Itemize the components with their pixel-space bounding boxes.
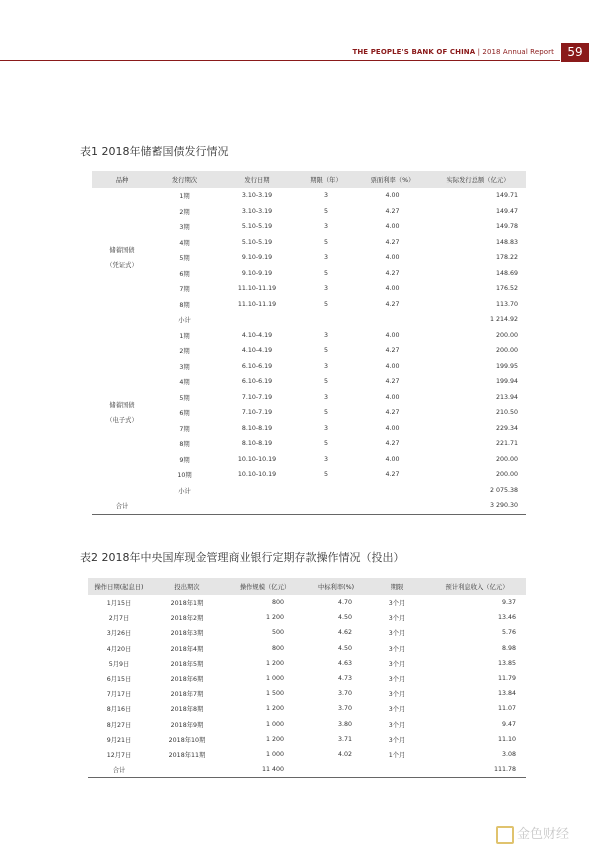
- table-cell: 3.10-3.19: [241, 207, 273, 215]
- table-cell: 4.27: [385, 238, 400, 246]
- table-cell: 3期: [179, 224, 190, 232]
- table-cell: 4.27: [385, 440, 400, 448]
- table-cell: 200.00: [495, 455, 518, 463]
- table-cell: 3个月: [388, 721, 406, 729]
- table-cell: 3个月: [388, 676, 406, 684]
- table-cell: 7.10-7.19: [241, 393, 273, 401]
- table-row: [88, 656, 526, 671]
- table-row: [88, 747, 526, 762]
- table-row: [88, 641, 526, 656]
- table-cell: 2018年5期: [170, 660, 204, 668]
- table1: [92, 171, 526, 515]
- table-cell: 9.47: [501, 720, 516, 728]
- table-cell: 3个月: [388, 691, 406, 699]
- table-cell: 3: [323, 362, 328, 370]
- table-cell: 2018年7期: [170, 691, 204, 699]
- table1-col-header: 期限（年）: [297, 171, 355, 188]
- empty-cell: [355, 483, 430, 499]
- table-cell: 2018年2期: [170, 615, 204, 623]
- table1-col-header: 票面利率（%）: [355, 171, 430, 188]
- table-cell: 3.10-3.19: [241, 192, 273, 200]
- table-row: [92, 343, 526, 359]
- table-cell: 1月15日: [106, 600, 132, 608]
- table-cell: 4.00: [385, 223, 400, 231]
- table-cell: 6月15日: [106, 676, 132, 684]
- table-cell: 2018年1期: [170, 600, 204, 608]
- table-cell: 5.10-5.19: [241, 223, 273, 231]
- table1-body: [92, 188, 526, 514]
- table1-col-header: 品种: [92, 171, 152, 188]
- table-cell: 5: [323, 378, 328, 386]
- table1-title: 表1 2018年储蓄国债发行情况: [80, 145, 229, 158]
- table-cell: 10期: [177, 472, 192, 480]
- table-cell: 7月17日: [106, 691, 132, 699]
- table-row: [92, 374, 526, 390]
- table-cell: 11.79: [497, 675, 516, 683]
- table-cell: 7期: [179, 286, 190, 294]
- table-cell: 4.27: [385, 471, 400, 479]
- table-cell: 13.85: [497, 659, 516, 667]
- table-cell: 8.10-8.19: [241, 424, 273, 432]
- empty-cell: [297, 498, 355, 514]
- empty-cell: [217, 483, 297, 499]
- table-cell: 2018年6期: [170, 676, 204, 684]
- table-cell: 5期: [179, 394, 190, 402]
- header-bank: THE PEOPLE'S BANK OF CHINA: [352, 48, 476, 56]
- table-cell: 3.71: [337, 735, 352, 743]
- table-cell: 4.00: [385, 285, 400, 293]
- table-cell: 5: [323, 471, 328, 479]
- table-cell: 221.71: [495, 440, 518, 448]
- running-header: [352, 48, 554, 56]
- empty-cell: [297, 312, 355, 328]
- table-cell: 4.27: [385, 378, 400, 386]
- table-row: [92, 390, 526, 406]
- table-cell: 4.00: [385, 362, 400, 370]
- table2-header-row: [88, 578, 526, 595]
- table-cell: 12月7日: [106, 751, 132, 759]
- table-cell: 3: [323, 455, 328, 463]
- table-cell: 3.70: [337, 705, 352, 713]
- table-row: [88, 595, 526, 610]
- table-cell: 4.10-4.19: [241, 347, 273, 355]
- table-cell: 149.78: [495, 223, 518, 231]
- total-scale: 11 400: [224, 762, 306, 778]
- table-cell: 5月9日: [108, 660, 130, 668]
- table-cell: 1 200: [265, 659, 284, 667]
- subtotal-value: 1 214.92: [489, 316, 518, 324]
- table-cell: 4.00: [385, 331, 400, 339]
- table-cell: 3: [323, 393, 328, 401]
- table-cell: 2018年3期: [170, 630, 204, 638]
- table-cell: 4.27: [385, 347, 400, 355]
- table-cell: 4.27: [385, 409, 400, 417]
- table-cell: 213.94: [495, 393, 518, 401]
- empty-cell: [366, 762, 428, 778]
- table-row: [92, 219, 526, 235]
- subtotal-row: [92, 483, 526, 499]
- total-label: 合计: [92, 498, 152, 514]
- table1-col-header: 发行日期: [217, 171, 297, 188]
- subtotal-value: 2 075.38: [489, 486, 518, 494]
- table-cell: 3个月: [388, 660, 406, 668]
- table-cell: 2018年8期: [170, 706, 204, 714]
- table-cell: 500: [271, 629, 284, 637]
- table2: [88, 578, 526, 778]
- empty-cell: [152, 498, 217, 514]
- table-row: [88, 671, 526, 686]
- table-cell: 3.70: [337, 690, 352, 698]
- watermark: [496, 823, 569, 844]
- table2-col-header: 中标利率(%): [306, 578, 366, 595]
- table-cell: 1期: [179, 332, 190, 340]
- table-cell: 2期: [179, 208, 190, 216]
- table2-col-header: 投出期次: [150, 578, 224, 595]
- table2-title: 表2 2018年中央国库现金管理商业银行定期存款操作情况（投出）: [80, 551, 405, 564]
- table-cell: 11.07: [497, 705, 516, 713]
- table-cell: 6.10-6.19: [241, 378, 273, 386]
- table-cell: 9.10-9.19: [241, 269, 273, 277]
- table-row: [92, 421, 526, 437]
- table-cell: 5: [323, 269, 328, 277]
- total-row: [88, 762, 526, 778]
- table-cell: 11.10-11.19: [237, 285, 277, 293]
- table-row: [92, 359, 526, 375]
- table2-col-header: 预计利息收入（亿元）: [428, 578, 526, 595]
- table-row: [92, 297, 526, 313]
- table1-header-row: [92, 171, 526, 188]
- table-cell: 10.10-10.19: [237, 471, 277, 479]
- table-cell: 9期: [179, 456, 190, 464]
- table-cell: 1 500: [265, 690, 284, 698]
- table-cell: 4.27: [385, 300, 400, 308]
- table-cell: 4.02: [337, 750, 352, 758]
- empty-cell: [355, 312, 430, 328]
- header-report: | 2018 Annual Report: [475, 48, 554, 56]
- table-cell: 7期: [179, 425, 190, 433]
- table-cell: 200.00: [495, 347, 518, 355]
- table-cell: 3期: [179, 363, 190, 371]
- table-cell: 4.73: [337, 675, 352, 683]
- table-row: [88, 686, 526, 701]
- table-cell: 5.10-5.19: [241, 238, 273, 246]
- table-cell: 148.83: [495, 238, 518, 246]
- table-cell: 2018年10期: [168, 736, 206, 744]
- table-cell: 3个月: [388, 736, 406, 744]
- table-row: [92, 467, 526, 483]
- table-cell: 4月20日: [106, 645, 132, 653]
- table-row: [92, 405, 526, 421]
- table-cell: 3个月: [388, 630, 406, 638]
- table-cell: 229.34: [495, 424, 518, 432]
- table-cell: 3个月: [388, 645, 406, 653]
- table-cell: 3个月: [388, 706, 406, 714]
- table-cell: 2月7日: [108, 615, 130, 623]
- table-cell: 800: [271, 599, 284, 607]
- table-cell: 5: [323, 238, 328, 246]
- empty-cell: [306, 762, 366, 778]
- table-cell: 3: [323, 424, 328, 432]
- header-rule: [0, 60, 560, 61]
- table-cell: 8.10-8.19: [241, 440, 273, 448]
- table-cell: 3.08: [501, 750, 516, 758]
- table-cell: 2018年4期: [170, 645, 204, 653]
- total-row: [92, 498, 526, 514]
- table-cell: 11.10-11.19: [237, 300, 277, 308]
- empty-cell: [150, 762, 224, 778]
- table-cell: 3.80: [337, 720, 352, 728]
- watermark-logo-icon: [496, 826, 514, 844]
- total-value: 3 290.30: [430, 498, 526, 514]
- table-row: [92, 266, 526, 282]
- table-cell: 5: [323, 409, 328, 417]
- empty-cell: [217, 312, 297, 328]
- table-row: [88, 625, 526, 640]
- table-cell: 3: [323, 223, 328, 231]
- table-cell: 148.69: [495, 269, 518, 277]
- table-cell: 1个月: [388, 751, 406, 759]
- total-label: 合计: [88, 762, 150, 778]
- table-cell: 200.00: [495, 331, 518, 339]
- group-name-cell: 储蓄国债 （凭证式）: [106, 246, 138, 269]
- table-cell: 13.46: [497, 614, 516, 622]
- table-cell: 113.70: [495, 300, 518, 308]
- table-cell: 13.84: [497, 690, 516, 698]
- table-cell: 7.10-7.19: [241, 409, 273, 417]
- table-cell: 4.50: [337, 644, 352, 652]
- table-cell: 1 000: [265, 750, 284, 758]
- table-cell: 176.52: [495, 285, 518, 293]
- table-cell: 178.22: [495, 254, 518, 262]
- table-cell: 200.00: [495, 471, 518, 479]
- table-cell: 4.10-4.19: [241, 331, 273, 339]
- empty-cell: [355, 498, 430, 514]
- table-cell: 4.27: [385, 269, 400, 277]
- empty-cell: [217, 498, 297, 514]
- table-cell: 3个月: [388, 600, 406, 608]
- group-name-cell: 储蓄国债 （电子式）: [106, 401, 138, 424]
- table-cell: 8.98: [501, 644, 516, 652]
- table-cell: 3: [323, 192, 328, 200]
- table-cell: 4.70: [337, 599, 352, 607]
- table1-col-header: 发行期次: [152, 171, 217, 188]
- table-cell: 1 200: [265, 705, 284, 713]
- table-cell: 10.10-10.19: [237, 455, 277, 463]
- table-cell: 8期: [179, 301, 190, 309]
- table-cell: 199.95: [495, 362, 518, 370]
- table-cell: 5期: [179, 255, 190, 263]
- table-cell: 9.10-9.19: [241, 254, 273, 262]
- total-income: 111.78: [428, 762, 526, 778]
- table-cell: 1 200: [265, 735, 284, 743]
- table-cell: 3: [323, 254, 328, 262]
- table-cell: 5.76: [501, 629, 516, 637]
- table-row: [88, 732, 526, 747]
- table-cell: 2018年9期: [170, 721, 204, 729]
- table2-body: [88, 595, 526, 778]
- table-cell: 5: [323, 207, 328, 215]
- table-cell: 6期: [179, 270, 190, 278]
- table-cell: 11.10: [497, 735, 516, 743]
- table-cell: 1 200: [265, 614, 284, 622]
- table-row: [88, 717, 526, 732]
- table-row: [92, 452, 526, 468]
- subtotal-row: [92, 312, 526, 328]
- table-cell: 1 000: [265, 675, 284, 683]
- subtotal-label: 小计: [178, 487, 191, 495]
- table-cell: 800: [271, 644, 284, 652]
- table-cell: 4期: [179, 239, 190, 247]
- table-cell: 5: [323, 440, 328, 448]
- table2-col-header: 操作规模（亿元）: [224, 578, 306, 595]
- table2-col-header: 期限: [366, 578, 428, 595]
- table-row: [88, 701, 526, 716]
- table-row: [92, 436, 526, 452]
- table-cell: 3: [323, 331, 328, 339]
- table-cell: 8月16日: [106, 706, 132, 714]
- table-cell: 3个月: [388, 615, 406, 623]
- table-cell: 1 000: [265, 720, 284, 728]
- table-cell: 4.27: [385, 207, 400, 215]
- table-cell: 149.71: [495, 192, 518, 200]
- table-cell: 149.47: [495, 207, 518, 215]
- table-cell: 2018年11期: [168, 751, 206, 759]
- table-cell: 9.37: [501, 599, 516, 607]
- table-cell: 1期: [179, 193, 190, 201]
- table-row: [88, 610, 526, 625]
- watermark-text: 金色财经: [517, 827, 570, 842]
- table-cell: 4.00: [385, 192, 400, 200]
- table-cell: 2期: [179, 348, 190, 356]
- table1-col-header: 实际发行总额（亿元）: [430, 171, 526, 188]
- table-row: [92, 328, 526, 344]
- table-cell: 6.10-6.19: [241, 362, 273, 370]
- table-cell: 4.00: [385, 254, 400, 262]
- table-cell: 199.94: [495, 378, 518, 386]
- table2-col-header: 操作日期(起息日): [88, 578, 150, 595]
- table-cell: 5: [323, 300, 328, 308]
- table-cell: 4.00: [385, 393, 400, 401]
- table-cell: 3月26日: [106, 630, 132, 638]
- table-row: [92, 188, 526, 204]
- empty-cell: [297, 483, 355, 499]
- table-cell: 210.50: [495, 409, 518, 417]
- table-cell: 6期: [179, 410, 190, 418]
- subtotal-label: 小计: [178, 317, 191, 325]
- table-row: [92, 235, 526, 251]
- table-cell: 8月27日: [106, 721, 132, 729]
- table-cell: 9月21日: [106, 736, 132, 744]
- table-cell: 3: [323, 285, 328, 293]
- table-cell: 4期: [179, 379, 190, 387]
- table-row: [92, 250, 526, 266]
- page-number: 59: [561, 43, 589, 62]
- table-cell: 4.50: [337, 614, 352, 622]
- table-cell: 8期: [179, 441, 190, 449]
- table-cell: 4.00: [385, 424, 400, 432]
- table-row: [92, 281, 526, 297]
- table-cell: 4.63: [337, 659, 352, 667]
- table-row: [92, 204, 526, 220]
- table-cell: 4.62: [337, 629, 352, 637]
- table-cell: 4.00: [385, 455, 400, 463]
- table-cell: 5: [323, 347, 328, 355]
